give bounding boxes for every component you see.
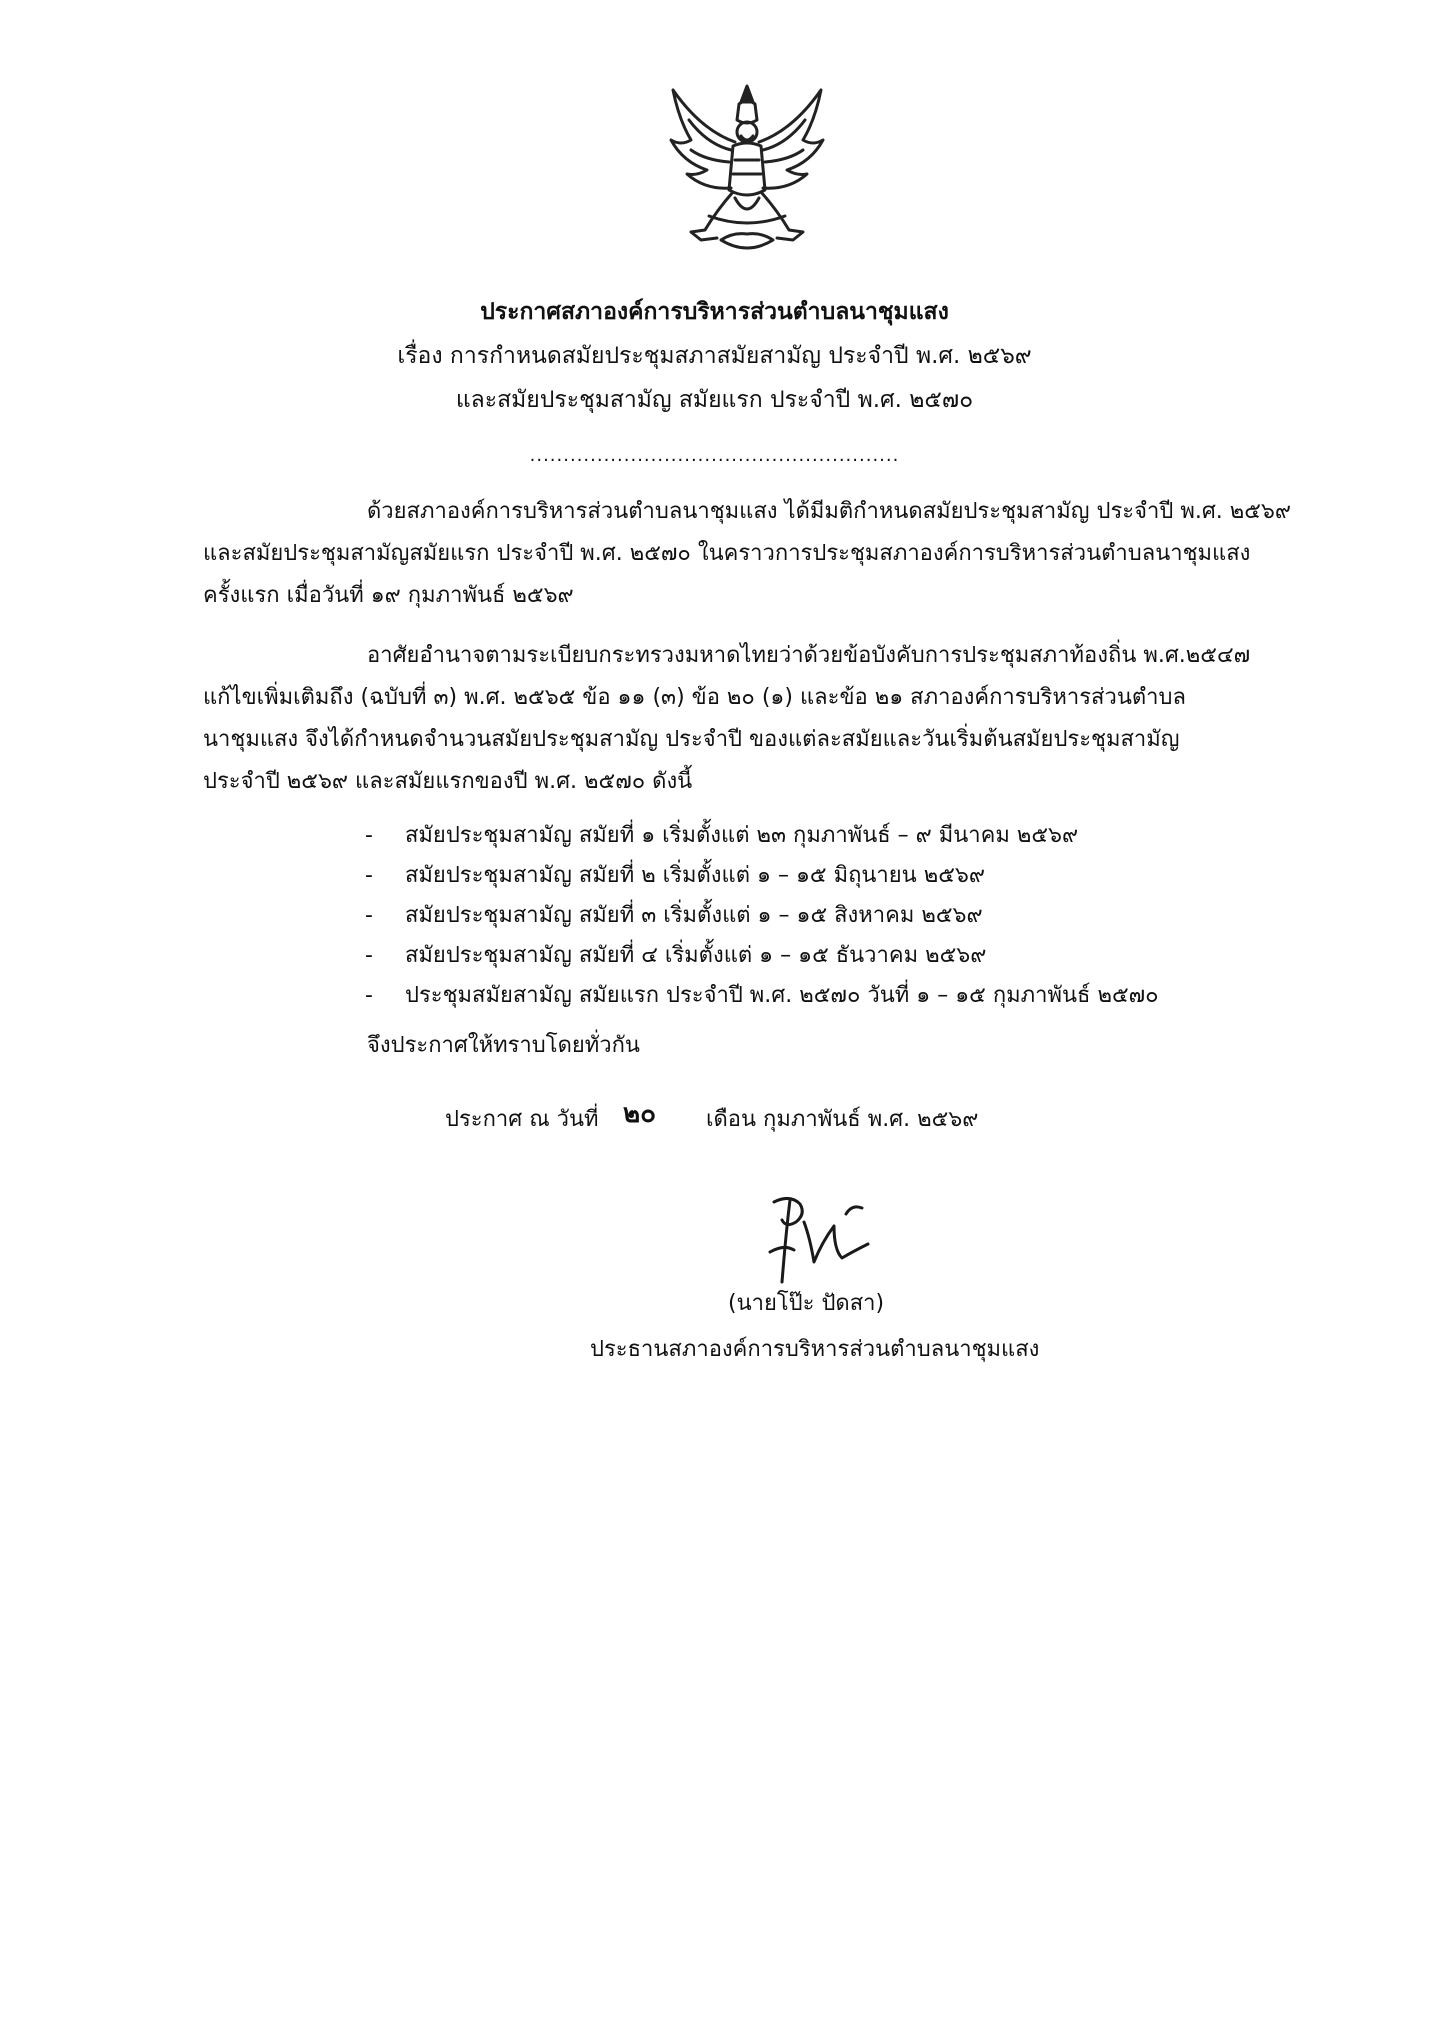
paragraph-2-line-1: อาศัยอำนาจตามระเบียบกระทรวงมหาดไทยว่าด้วยข้อบังคับการประชุมสภาท้องถิ่น พ.ศ.๒๕๔๗ [367,643,1251,668]
list-item-dash: - [365,943,373,968]
list-item: สมัยประชุมสามัญ สมัยที่ ๑ เริ่มตั้งแต่ ๒๓ กุมภาพันธ์ – ๙ มีนาคม ๒๕๖๙ [405,823,1079,848]
header-separator: ....................................................... [529,445,900,466]
list-item-dash: - [365,823,373,848]
paragraph-1-line-3: ครั้งแรก เมื่อวันที่ ๑๙ กุมภาพันธ์ ๒๕๖๙ [203,583,574,608]
dateline-prefix: ประกาศ ณ วันที่ [445,1107,599,1132]
list-item: ประชุมสมัยสามัญ สมัยแรก ประจำปี พ.ศ. ๒๕๗๐ วันที่ ๑ – ๑๕ กุมภาพันธ์ ๒๕๗๐ [405,983,1159,1008]
list-item-dash: - [365,903,373,928]
subject-line-1: เรื่อง การกำหนดสมัยประชุมสภาสมัยสามัญ ประจำปี พ.ศ. ๒๕๖๙ [397,343,1032,369]
paragraph-2-line-4: ประจำปี ๒๕๖๙ และสมัยแรกของปี พ.ศ. ๒๕๗๐ ดังนี้ [203,769,693,794]
subject-line-2: และสมัยประชุมสามัญ สมัยแรก ประจำปี พ.ศ. ๒๕๗๐ [455,387,974,413]
list-item: สมัยประชุมสามัญ สมัยที่ ๓ เริ่มตั้งแต่ ๑ – ๑๕ สิงหาคม ๒๕๖๙ [405,903,983,928]
closing-statement: จึงประกาศให้ทราบโดยทั่วกัน [367,1033,640,1058]
list-item-dash: - [365,863,373,888]
dateline-suffix: เดือน กุมภาพันธ์ พ.ศ. ๒๕๖๙ [706,1107,979,1132]
handwritten-signature [760,1192,875,1287]
list-item: สมัยประชุมสามัญ สมัยที่ ๒ เริ่มตั้งแต่ ๑ – ๑๕ มิถุนายน ๒๕๖๙ [405,863,985,888]
garuda-emblem-icon [661,80,833,258]
announcement-title: ประกาศสภาองค์การบริหารส่วนตำบลนาชุมแสง [480,299,949,325]
dateline-day: ๒๐ [623,1099,657,1129]
paragraph-1-line-1: ด้วยสภาองค์การบริหารส่วนตำบลนาชุมแสง ได้มีมติกำหนดสมัยประชุมสามัญ ประจำปี พ.ศ. ๒๕๖๙ [367,499,1291,524]
paragraph-2-line-3: นาชุมแสง จึงได้กำหนดจำนวนสมัยประชุมสามัญ ประจำปี ของแต่ละสมัยและวันเริ่มต้นสมัยประชุมสามัญ [203,727,1180,752]
list-item: สมัยประชุมสามัญ สมัยที่ ๔ เริ่มตั้งแต่ ๑ – ๑๕ ธันวาคม ๒๕๖๙ [405,943,987,968]
paragraph-2-line-2: แก้ไขเพิ่มเติมถึง (ฉบับที่ ๓) พ.ศ. ๒๕๖๕ ข้อ ๑๑ (๓) ข้อ ๒๐ (๑) และข้อ ๒๑ สภาองค์การบริหารส่วนตำบล [203,685,1186,710]
signatory-position: ประธานสภาองค์การบริหารส่วนตำบลนาชุมแสง [590,1337,1040,1362]
signatory-name: (นายโป๊ะ ปัดสา) [728,1291,885,1316]
list-item-dash: - [365,983,373,1008]
paragraph-1-line-2: และสมัยประชุมสามัญสมัยแรก ประจำปี พ.ศ. ๒๕๗๐ ในคราวการประชุมสภาองค์การบริหารส่วนตำบลนาชุมแสง [203,541,1251,566]
